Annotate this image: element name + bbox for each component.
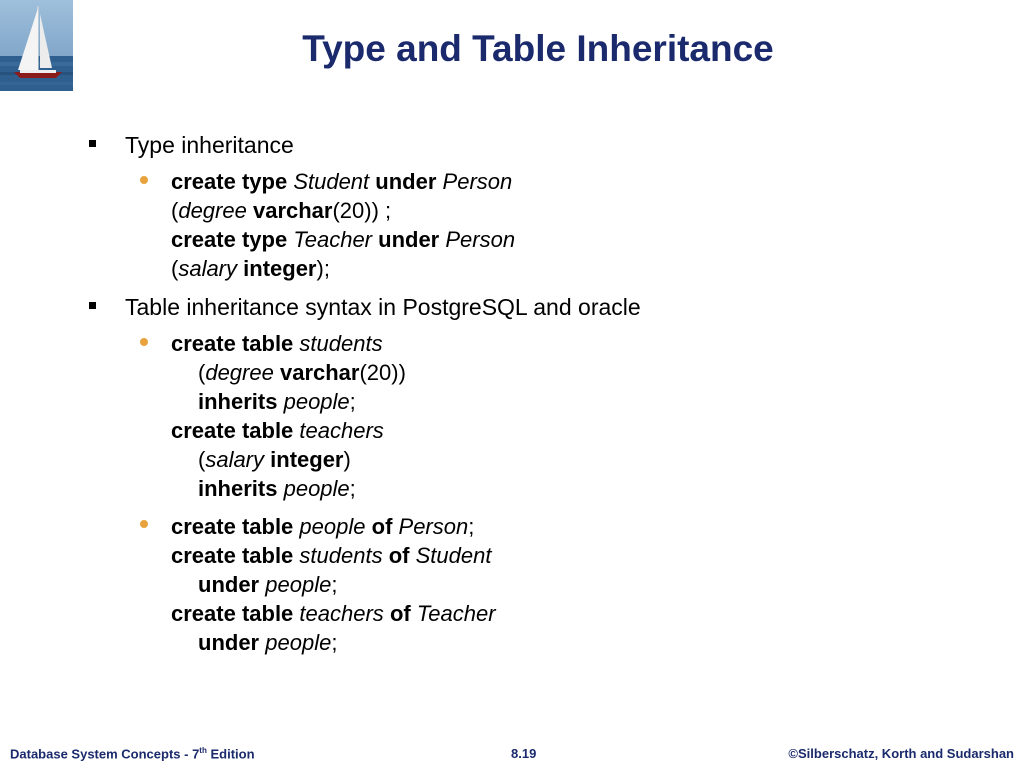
- code-line: inherits people;: [198, 389, 356, 414]
- code-line: inherits people;: [198, 476, 356, 501]
- square-bullet-icon: [89, 140, 96, 147]
- code-line: create table teachers: [171, 418, 384, 443]
- code-line: (salary integer);: [171, 256, 330, 281]
- slide-title: Type and Table Inheritance: [302, 28, 774, 69]
- slide-body: Type inheritance create type Student under Person (degree varchar(20)) ; create type Teacher under Person (salary integer); Table inheritance syntax in PostgreSQL and oracle create table students (degree varchar(20)) inherits people; create table teachers (salary integer) inherits people; create table people of Person; create table students of Student under people; create table teachers of Teacher under people;: [0, 0, 1024, 768]
- footer-book-title: Database System Concepts - 7th Edition: [10, 746, 255, 762]
- code-line: (degree varchar(20)): [198, 360, 406, 385]
- code-line: create table teachers of Teacher: [171, 601, 496, 626]
- code-line: create type Teacher under Person: [171, 227, 516, 252]
- code-line: under people;: [198, 630, 338, 655]
- square-bullet-icon: [89, 302, 96, 309]
- round-bullet-icon: [140, 176, 148, 184]
- code-line: create table students: [171, 331, 383, 356]
- round-bullet-icon: [140, 520, 148, 528]
- round-bullet-icon: [140, 338, 148, 346]
- code-block-type: [171, 167, 515, 283]
- code-line: create type Student under Person: [171, 169, 513, 194]
- code-line: under people;: [198, 572, 338, 597]
- code-block-oracle: [171, 512, 496, 657]
- footer-page-number: 8.19: [511, 746, 537, 761]
- code-line: (degree varchar(20)) ;: [171, 198, 392, 223]
- code-block-postgres: [171, 329, 406, 503]
- code-line: (salary integer): [198, 447, 351, 472]
- footer-copyright: ©Silberschatz, Korth and Sudarshan: [788, 746, 1014, 761]
- code-line: create table people of Person;: [171, 514, 475, 539]
- code-line: create table students of Student: [171, 543, 492, 568]
